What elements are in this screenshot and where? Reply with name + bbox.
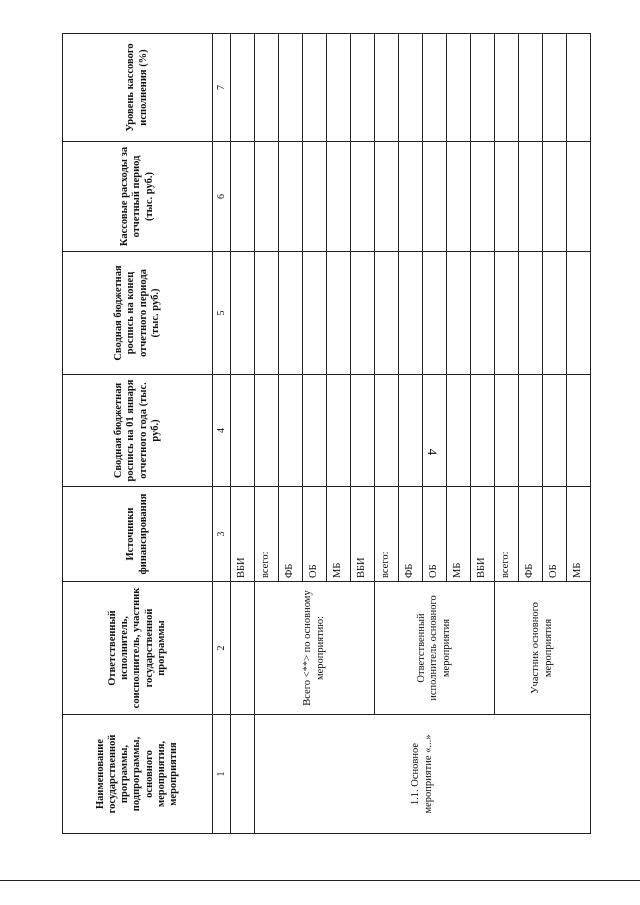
executor-label: Участник основного мероприятия	[495, 582, 591, 715]
table-cell	[423, 375, 447, 487]
table-cell	[543, 252, 567, 375]
header-cell: Кассовые расходы за отчетный период (тыс. руб.)	[63, 142, 213, 252]
table-row	[375, 34, 399, 834]
column-number-row	[213, 34, 231, 834]
header-row	[63, 34, 213, 834]
header-cell: Источники финансирования	[63, 487, 213, 582]
column-number: 1	[213, 715, 231, 834]
source-cell: ОБ	[303, 487, 327, 582]
table-cell	[519, 34, 543, 142]
table-cell	[375, 375, 399, 487]
table-cell	[567, 375, 591, 487]
table-cell	[279, 375, 303, 487]
source-cell: ВБИ	[471, 487, 495, 582]
table-cell	[279, 34, 303, 142]
table-cell	[351, 34, 375, 142]
table-cell	[519, 252, 543, 375]
table-cell	[231, 715, 255, 834]
table-cell	[327, 142, 351, 252]
table-cell	[495, 252, 519, 375]
source-cell: МБ	[447, 487, 471, 582]
table-cell	[279, 252, 303, 375]
column-number: 6	[213, 142, 231, 252]
table-cell	[567, 34, 591, 142]
table-cell	[399, 34, 423, 142]
table-cell	[447, 252, 471, 375]
table-cell	[231, 582, 255, 715]
report-table-container	[62, 34, 584, 834]
table-cell	[231, 142, 255, 252]
header-cell: Наименование государственной программы, подпрограммы, основного мероприятия, мероприятия	[63, 715, 213, 834]
column-number: 7	[213, 34, 231, 142]
source-cell: ОБ	[423, 487, 447, 582]
table-row	[495, 34, 519, 834]
table-cell	[447, 142, 471, 252]
table-cell	[519, 375, 543, 487]
executor-label: Всего <**> по основному мероприятию:	[255, 582, 375, 715]
table-cell	[567, 142, 591, 252]
table-row	[255, 34, 279, 834]
table-cell	[447, 375, 471, 487]
table-cell	[495, 142, 519, 252]
table-cell	[231, 34, 255, 142]
source-cell: всего:	[495, 487, 519, 582]
source-cell: ВБИ	[231, 487, 255, 582]
header-cell: Уровень кассового исполнения (%)	[63, 34, 213, 142]
source-cell: ФБ	[279, 487, 303, 582]
table-cell	[423, 252, 447, 375]
table-cell	[543, 375, 567, 487]
header-cell: Сводная бюджетная роспись на конец отчетного периода (тыс. руб.)	[63, 252, 213, 375]
table-cell	[399, 375, 423, 487]
table-cell	[423, 34, 447, 142]
executor-label: Ответственный исполнитель основного мероприятия	[375, 582, 495, 715]
report-table	[62, 33, 591, 834]
table-cell	[279, 142, 303, 252]
column-number: 5	[213, 252, 231, 375]
table-cell	[471, 252, 495, 375]
table-cell	[327, 34, 351, 142]
main-event-name: 1.1. Основное мероприятие «...»	[255, 715, 591, 834]
table-cell	[231, 375, 255, 487]
table-cell	[375, 34, 399, 142]
source-cell: ВБИ	[351, 487, 375, 582]
table-cell	[327, 375, 351, 487]
table-cell	[471, 375, 495, 487]
source-cell: ФБ	[399, 487, 423, 582]
header-cell: Ответственный исполнитель, соисполнитель, участник государственной программы	[63, 582, 213, 715]
source-cell: МБ	[567, 487, 591, 582]
table-cell	[495, 375, 519, 487]
table-row	[231, 34, 255, 834]
source-cell: МБ	[327, 487, 351, 582]
source-cell: всего:	[255, 487, 279, 582]
table-cell	[519, 142, 543, 252]
table-cell	[255, 34, 279, 142]
table-cell	[471, 34, 495, 142]
column-number: 4	[213, 375, 231, 487]
table-cell	[399, 252, 423, 375]
page-bottom-rule	[0, 880, 640, 881]
source-cell: всего:	[375, 487, 399, 582]
table-cell	[399, 142, 423, 252]
table-cell	[471, 142, 495, 252]
source-cell: ОБ	[543, 487, 567, 582]
table-cell	[543, 142, 567, 252]
header-cell: Сводная бюджетная роспись на 01 января отчетного года (тыс. руб.)	[63, 375, 213, 487]
table-cell	[375, 142, 399, 252]
table-cell	[567, 252, 591, 375]
table-cell	[351, 142, 375, 252]
table-cell	[303, 252, 327, 375]
table-cell	[255, 252, 279, 375]
table-cell	[303, 375, 327, 487]
table-cell	[327, 252, 351, 375]
table-cell	[375, 252, 399, 375]
table-cell	[351, 375, 375, 487]
column-number: 2	[213, 582, 231, 715]
table-cell	[543, 34, 567, 142]
table-cell	[255, 375, 279, 487]
table-cell	[447, 34, 471, 142]
table-cell	[303, 142, 327, 252]
table-cell	[231, 252, 255, 375]
table-cell	[495, 34, 519, 142]
column-number: 3	[213, 487, 231, 582]
table-cell	[423, 142, 447, 252]
page-number: 4	[425, 448, 440, 456]
table-cell	[255, 142, 279, 252]
table-cell	[303, 34, 327, 142]
table-cell	[351, 252, 375, 375]
source-cell: ФБ	[519, 487, 543, 582]
